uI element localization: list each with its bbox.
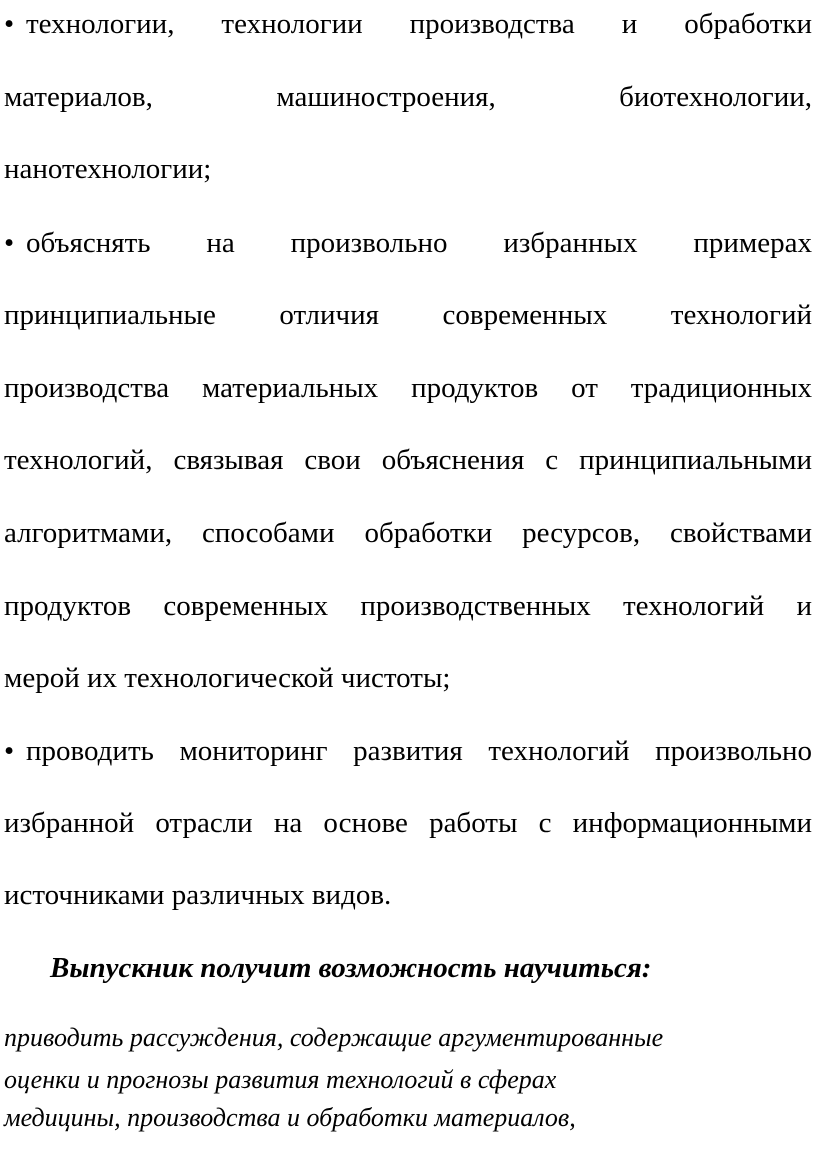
text-line	[4, 79, 812, 115]
line-text: технологий, связывая свои объяснения с принципиальными	[4, 444, 812, 476]
text-line	[4, 6, 812, 42]
bullet-icon: •	[4, 227, 15, 259]
line-text: производства материальных продуктов от традиционных	[4, 372, 812, 404]
section-heading: Выпускник получит возможность научиться:	[50, 952, 652, 984]
line-text: алгоритмами, способами обработки ресурсов, свойствами	[4, 517, 812, 549]
text-line	[4, 370, 812, 406]
text-line	[4, 733, 812, 769]
bullet-icon: •	[4, 8, 15, 40]
line-text: проводить мониторинг развития технологий произвольно	[26, 735, 812, 767]
line-text: источниками различных видов.	[4, 879, 392, 911]
bullet-icon: •	[4, 735, 15, 767]
italic-line: оценки и прогнозы развития технологий в сферах	[4, 1065, 557, 1094]
text-line	[4, 877, 812, 913]
text-line	[4, 442, 812, 478]
line-text: объяснять на произвольно избранных примерах	[26, 227, 812, 259]
line-text: продуктов современных производственных технологий и	[4, 590, 812, 622]
line-text: нанотехнологии;	[4, 153, 212, 185]
text-line	[4, 151, 812, 187]
line-text: технологии, технологии производства и обработки	[26, 8, 812, 40]
line-text: принципиальные отличия современных технологий	[4, 299, 812, 331]
text-line	[4, 297, 812, 333]
line-text: избранной отрасли на основе работы с информационными	[4, 807, 812, 839]
line-text: материалов, машиностроения, биотехнологии,	[4, 81, 812, 113]
text-line	[4, 588, 812, 624]
text-line	[4, 225, 812, 261]
text-line	[4, 805, 812, 841]
text-line	[4, 660, 812, 696]
italic-line: медицины, производства и обработки материалов,	[4, 1103, 576, 1132]
line-text: мерой их технологической чистоты;	[4, 662, 451, 694]
text-line	[4, 515, 812, 551]
italic-line: приводить рассуждения, содержащие аргументированные	[4, 1023, 664, 1052]
